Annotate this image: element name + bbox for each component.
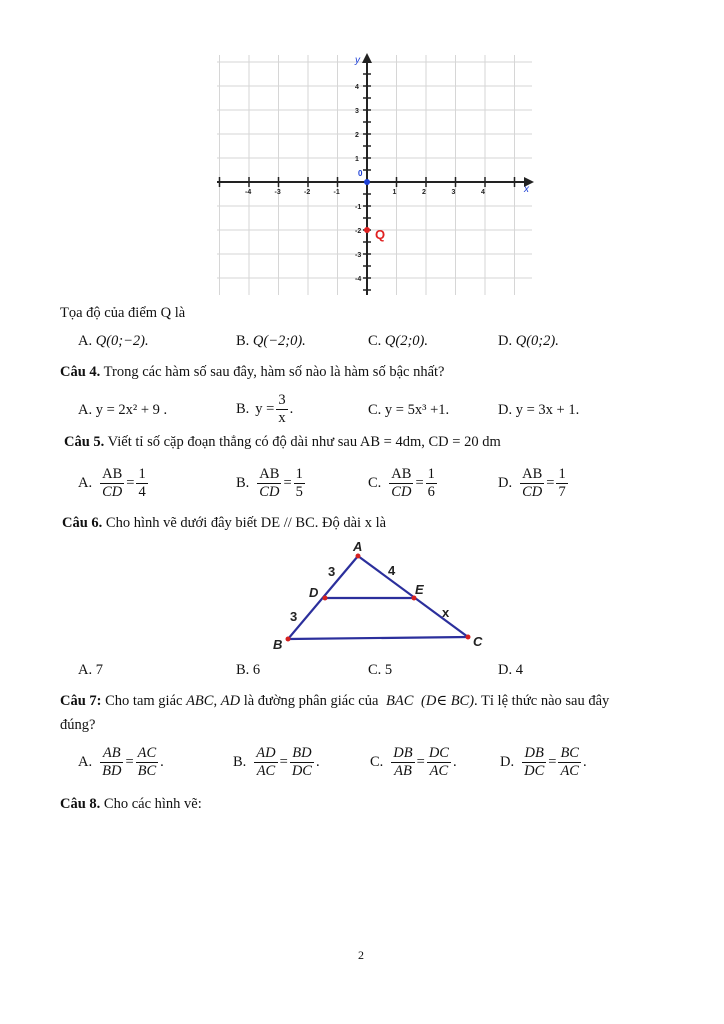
label-b: B <box>273 637 283 652</box>
y-tick-label: -4 <box>355 276 362 283</box>
x-tick-label: 1 <box>392 189 397 196</box>
q3-option-d <box>498 333 559 350</box>
q4-option-a <box>78 402 167 419</box>
triangle-figure <box>268 538 490 656</box>
label-e: E <box>415 582 424 597</box>
q7-option-d: D. $\frac{DB}{DC}$ = $\frac{BC}{AC}$ . <box>500 745 587 779</box>
option-label: D. <box>498 402 513 418</box>
point-b <box>286 637 291 642</box>
label-d: D <box>309 585 319 600</box>
option-text: Q(0;−2). <box>95 333 149 349</box>
question-number: Câu 4. <box>60 364 101 380</box>
q4-stem <box>60 364 444 381</box>
q3-option-c <box>368 333 428 350</box>
q5-option-b: B. $\frac{AB}{CD}$ = $\frac{1}{5}$ <box>236 466 303 500</box>
question-text: Viết tỉ số cặp đoạn thẳng có độ dài như sau AB = 4dm, CD = 20 dm <box>107 434 501 450</box>
question-text: Cho các hình vẽ: <box>103 796 202 812</box>
q3-stem: Tọa độ của điểm Q là <box>60 305 186 321</box>
x-tick-label: 3 <box>451 189 456 196</box>
side-bc <box>288 637 468 639</box>
page-number: 2 <box>358 948 364 962</box>
q5-option-a: A. $\frac{AB}{CD}$ = $\frac{1}{4}$ <box>78 466 146 500</box>
q6-option-d: D. 4 <box>498 662 523 678</box>
q5-option-d: D. $\frac{AB}{CD}$ = $\frac{1}{7}$ <box>498 466 566 500</box>
q6-option-c: C. 5 <box>368 662 393 678</box>
point-c <box>466 635 471 640</box>
x-tick-label: 2 <box>422 189 426 196</box>
coordinate-graph <box>212 50 542 300</box>
y-tick-label: -3 <box>355 252 362 259</box>
q7-option-a: A. $\frac{AB}{BD}$ = $\frac{AC}{BC}$ . <box>78 745 164 779</box>
x-tick-label: -2 <box>304 189 311 196</box>
q8-stem <box>60 796 202 813</box>
option-text: Q(2;0). <box>384 333 429 349</box>
q7-option-b: B. $\frac{AD}{AC}$ = $\frac{BD}{DC}$ . <box>233 745 320 779</box>
y-tick-label: 4 <box>355 84 359 91</box>
x-tick-label: -1 <box>333 189 340 196</box>
label-db: 3 <box>290 609 298 624</box>
q4-option-d <box>498 402 579 419</box>
option-label: C. <box>368 333 382 349</box>
point-d <box>323 596 328 601</box>
fraction: $\frac{3}{x}$ <box>278 392 286 426</box>
label-ae: 4 <box>388 563 396 578</box>
label-ad: 3 <box>328 564 336 579</box>
option-label: D. <box>498 333 513 349</box>
question-number: Câu 6. <box>62 515 103 531</box>
y-tick-label: 1 <box>355 156 359 163</box>
option-label: A. <box>78 402 93 418</box>
q6-stem <box>62 515 386 532</box>
q5-option-c: C. $\frac{AB}{CD}$ = $\frac{1}{6}$ <box>368 466 435 500</box>
q7-option-c: C. $\frac{DB}{AB}$ = $\frac{DC}{AC}$ . <box>370 745 457 779</box>
q3-option-a <box>78 333 149 350</box>
point-a <box>356 554 361 559</box>
option-text: y = 5x³ +1. <box>384 402 450 418</box>
question-number: Câu 5. <box>64 434 105 450</box>
label-c: C <box>473 634 483 649</box>
point-q-label: Q <box>375 227 386 242</box>
x-tick-label: 4 <box>481 189 485 196</box>
option-label: B. <box>236 333 250 349</box>
y-tick-label: -1 <box>355 204 362 211</box>
point-q <box>364 227 370 233</box>
y-axis-label: y <box>355 55 360 66</box>
option-text: Q(0;2). <box>515 333 559 349</box>
q4-option-b: B. y = $\frac{3}{x}$ . <box>236 392 294 426</box>
question-number: Câu 7: <box>60 693 102 709</box>
question-text: Cho hình vẽ dưới đây biết DE // BC. Độ dài x là <box>105 515 387 531</box>
y-tick-label: -2 <box>355 228 362 235</box>
q6-option-a: A. 7 <box>78 662 103 678</box>
option-label: C. <box>368 402 382 418</box>
option-text: y = <box>255 400 275 417</box>
option-text: y = 3x + 1. <box>515 402 580 418</box>
q3-option-b <box>236 333 306 350</box>
q7-stem: Câu 7: Cho tam giác ABC, AD là đường phân giác của BAC (D∈ BC). Tỉ lệ thức nào sau đây <box>60 693 610 709</box>
x-tick-label: -4 <box>245 189 252 196</box>
label-ec: x <box>442 605 450 620</box>
option-label: B. <box>236 400 250 417</box>
q7-stem-cont: đúng? <box>60 717 96 733</box>
question-text: Trong các hàm số sau đây, hàm số nào là hàm số bậc nhất? <box>103 364 445 380</box>
y-axis-arrow <box>362 53 372 63</box>
q5-stem <box>64 434 501 451</box>
y-tick-label: 3 <box>355 108 359 115</box>
y-tick-label: 2 <box>355 132 359 139</box>
option-text: Q(−2;0). <box>252 333 306 349</box>
q6-option-b: B. 6 <box>236 662 261 678</box>
x-axis-label: x <box>524 184 529 195</box>
origin-label: 0 <box>358 169 363 178</box>
option-text: y = 2x² + 9 . <box>95 402 168 418</box>
option-label: A. <box>78 333 93 349</box>
origin-point <box>364 179 370 185</box>
q4-option-c <box>368 402 449 419</box>
label-a: A <box>353 539 363 554</box>
x-tick-label: -3 <box>274 189 281 196</box>
question-number: Câu 8. <box>60 796 101 812</box>
